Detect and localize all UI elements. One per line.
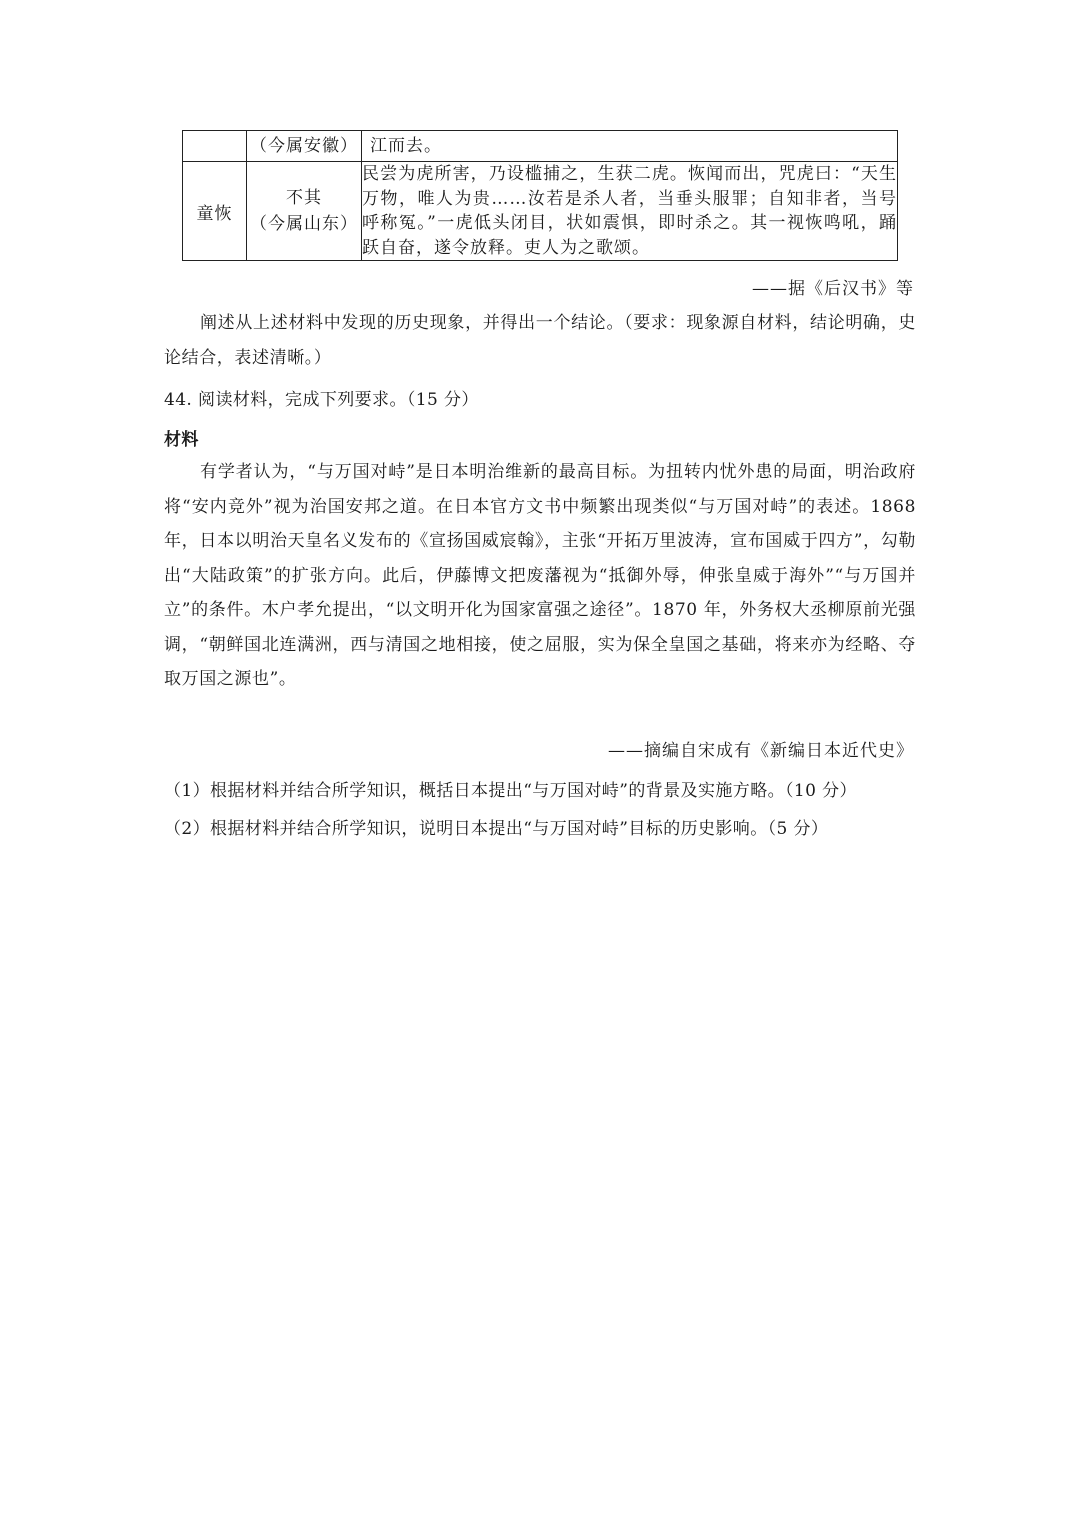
table-row — [183, 162, 898, 261]
question-44-subquestion-2: （2）根据材料并结合所学知识，说明日本提出“与万国对峙”目标的历史影响。（5 分） — [164, 819, 829, 839]
place-modern-province: （今属山东） — [250, 214, 358, 234]
table-cell-person: 童恢 — [183, 162, 247, 261]
question-43-prompt: 阐述从上述材料中发现的历史现象，并得出一个结论。（要求：现象源自材料，结论明确，史论结合，表述清晰。） — [164, 313, 916, 368]
table-row — [183, 131, 898, 162]
table-cell-record: 民尝为虎所害，乃设槛捕之，生获二虎。恢闻而出，咒虎曰：“天生万物，唯人为贵……汝若是杀人者，当垂头服罪；自知非者，当号呼称冤。”一虎低头闭目，状如震惧，即时杀之。其一视恢鸣吼，踊跃自奋，遂令放释。吏人为之歌颂。 — [362, 162, 898, 261]
place-name: 不其 — [286, 188, 322, 208]
question-44-heading: 44. 阅读材料，完成下列要求。（15 分） — [164, 390, 479, 410]
material-label: 材料 — [164, 430, 199, 450]
historical-material-table — [182, 130, 898, 261]
table-cell-person — [183, 131, 247, 162]
table-cell-place — [247, 162, 362, 261]
material-source-citation: ——据《后汉书》等 — [752, 279, 914, 299]
table-cell-record: 江而去。 — [362, 131, 898, 162]
material-source-citation: ——摘编自宋成有《新编日本近代史》 — [608, 741, 914, 761]
table-cell-place: （今属安徽） — [247, 131, 362, 162]
question-44-material-text: 有学者认为，“与万国对峙”是日本明治维新的最高目标。为扭转内忧外患的局面，明治政府将“安内竞外”视为治国安邦之道。在日本官方文书中频繁出现类似“与万国对峙”的表述。1868 年，日本以明治天皇名义发布的《宣扬国威宸翰》，主张“开拓万里波涛，宣布国威于四方”，勾勒出“大陆政策”的扩张方向。此后，伊藤博文把废藩视为“抵御外辱，伸张皇威于海外”“与万国并立”的条件。木户孝允提出，“以文明开化为国家富强之途径”。1870 年，外务权大丞柳原前光强调，“朝鲜国北连满洲，西与清国之地相接，使之屈服，实为保全皇国之基础，将来亦为经略、夺取万国之源也”。 — [164, 462, 916, 689]
question-44-subquestion-1: （1）根据材料并结合所学知识，概括日本提出“与万国对峙”的背景及实施方略。（10 分） — [164, 781, 857, 801]
